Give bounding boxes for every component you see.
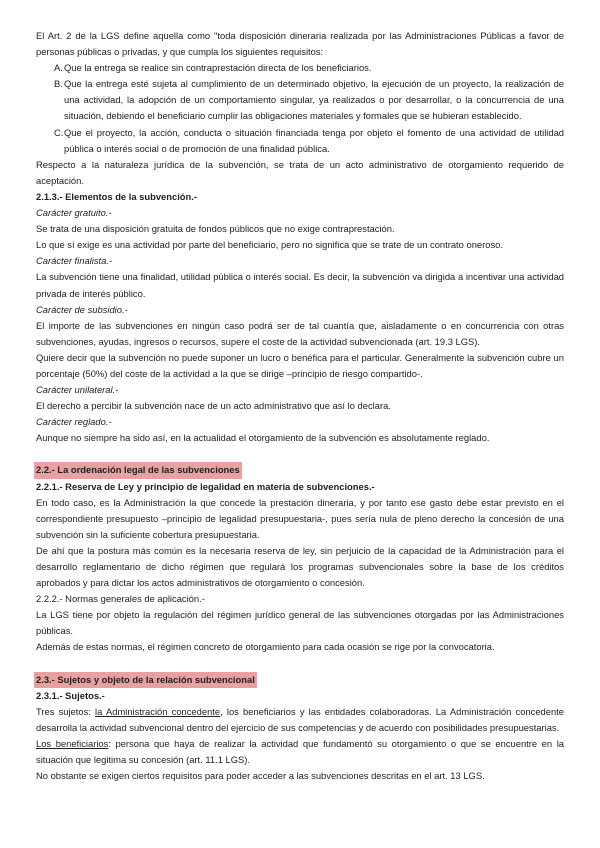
- section-heading-2-2-row: [36, 462, 564, 478]
- list-marker: C.: [54, 126, 64, 138]
- paragraph: No obstante se exigen ciertos requisitos para poder acceder a las subvenciones descritas en el art. 13 LGS.: [36, 770, 485, 782]
- paragraph: La subvención tiene una finalidad, utilidad pública o interés social. Es decir, la subvención va dirigida a incentivar una actividad privada de interés público.: [36, 271, 564, 299]
- paragraph: Además de estas normas, el régimen concreto de otorgamiento para cada ocasión se rige por la convocatoria.: [36, 641, 495, 653]
- sujetos-paragraph: [36, 704, 564, 736]
- naturaleza-paragraph: Respecto a la naturaleza jurídica de la subvención, se trata de un acto administrativo de otorgamiento requerido de aceptación.: [36, 158, 564, 186]
- paragraph: La LGS tiene por objeto la regulación del régimen jurídico general de las subvenciones otorgadas por las Administraciones públicas.: [36, 609, 564, 637]
- subheading-reglado: Carácter reglado.-: [36, 416, 112, 428]
- paragraph: El derecho a percibir la subvención nace de un acto administrativo que así lo declara.: [36, 400, 391, 412]
- section-heading-2-1-3: 2.1.3.- Elementos de la subvención.-: [36, 190, 197, 202]
- section-heading-2-2: 2.2.- La ordenación legal de las subvenciones: [34, 462, 242, 478]
- text-run: Tres sujetos:: [36, 705, 96, 717]
- list-text: Que el proyecto, la acción, conducta o situación financiada tenga por objeto el fomento de una actividad de utilidad pública o interés social o de promoción de una finalidad pública.: [64, 126, 564, 154]
- list-marker: B.: [54, 78, 63, 90]
- list-item: [36, 76, 564, 124]
- underlined-term: Los beneficiarios: [36, 737, 109, 749]
- section-heading-2-2-1: 2.2.1.- Reserva de Ley y principio de legalidad en materia de subvenciones.-: [36, 480, 375, 492]
- text-run: : persona que haya de realizar la actividad que fundamentó su otorgamiento o que se encuentre en la situación que legitima su concesión (art. 11.1 LGS).: [36, 737, 564, 766]
- paragraph: El importe de las subvenciones en ningún caso podrá ser de tal cuantía que, aisladamente o en concurrencia con otras subvenciones, ayudas, ingresos o recursos, supere el coste de la actividad subvencionada (art. 19.3 LGS).: [36, 319, 564, 347]
- subheading-gratuito: Carácter gratuito.-: [36, 207, 112, 219]
- list-text: Que la entrega esté sujeta al cumplimiento de un determinado objetivo, la ejecución de un proyecto, la realización de una actividad, la adopción de un comportamiento singular, ya realizados o por desarrollar, o la concurrencia de una situación, debiendo el beneficiario cumplir las obligaciones materiales y formales que se hubieran establecido.: [64, 78, 564, 122]
- subheading-finalista: Carácter finalista.-: [36, 255, 113, 267]
- list-marker: A.: [54, 62, 63, 74]
- paragraph: Se trata de una disposición gratuita de fondos públicos que no exige contraprestación.: [36, 223, 395, 235]
- paragraph: En todo caso, es la Administración la que concede la prestación dineraria, y por tanto ese gasto debe estar previsto en el correspondiente presupuesto –principio de legalidad presupuestaria-, pues sería nula de pleno derecho la concesión de una subvención sin la suficiente cobertura presupuestaria.: [36, 496, 564, 540]
- list-item: [36, 125, 564, 157]
- paragraph: Quiere decir que la subvención no puede suponer un lucro o benéfica para el particular. Generalmente la subvención cubre un porcentaje (50%) del coste de la actividad a la que se dirige –principio de riesgo compartido-.: [36, 351, 564, 379]
- subheading-subsidio: Carácter de subsidio.-: [36, 303, 128, 315]
- paragraph: Aunque no siempre ha sido así, en la actualidad el otorgamiento de la subvención es absolutamente reglado.: [36, 432, 490, 444]
- underlined-term: la Administración concedente: [95, 705, 221, 717]
- beneficiarios-paragraph: [36, 736, 564, 768]
- paragraph: Lo que sí exige es una actividad por parte del beneficiario, pero no significa que se trate de un contrato oneroso.: [36, 239, 503, 251]
- section-heading-2-3-row: [36, 672, 564, 688]
- subheading-unilateral: Carácter unilateral.-: [36, 384, 119, 396]
- list-item: [36, 60, 564, 76]
- spacer: [36, 446, 564, 462]
- requisitos-list: [36, 60, 564, 157]
- section-heading-2-2-2: 2.2.2.- Normas generales de aplicación.-: [36, 593, 205, 605]
- list-text: Que la entrega se realice sin contraprestación directa de los beneficiarios.: [64, 62, 372, 74]
- spacer: [36, 656, 564, 672]
- section-heading-2-3-1: 2.3.1.- Sujetos.-: [36, 689, 105, 701]
- paragraph: De ahí que la postura más común es la necesaria reserva de ley, sin perjuicio de la capacidad de la Administración para el desarrollo reglamentario de dicho régimen que regulará los programas subvencionales sobre la base de los créditos aprobados y para dictar los actos administrativos de otorgamiento o concesión.: [36, 544, 564, 589]
- text-run: , los beneficiarios y las entidades colaboradoras. La Administración concedente desarrolla la actividad subvencional dentro del ejercicio de sus competencias y de acuerdo con posibilidades presupuestarias.: [36, 705, 564, 733]
- document-page: [36, 28, 564, 784]
- intro-paragraph: El Art. 2 de la LGS define aquella como "toda disposición dineraria realizada por las Administraciones Públicas a favor de personas públicas o privadas, y que cumpla los siguientes requisitos:: [36, 30, 564, 58]
- section-heading-2-3: 2.3.- Sujetos y objeto de la relación subvencional: [34, 672, 257, 688]
